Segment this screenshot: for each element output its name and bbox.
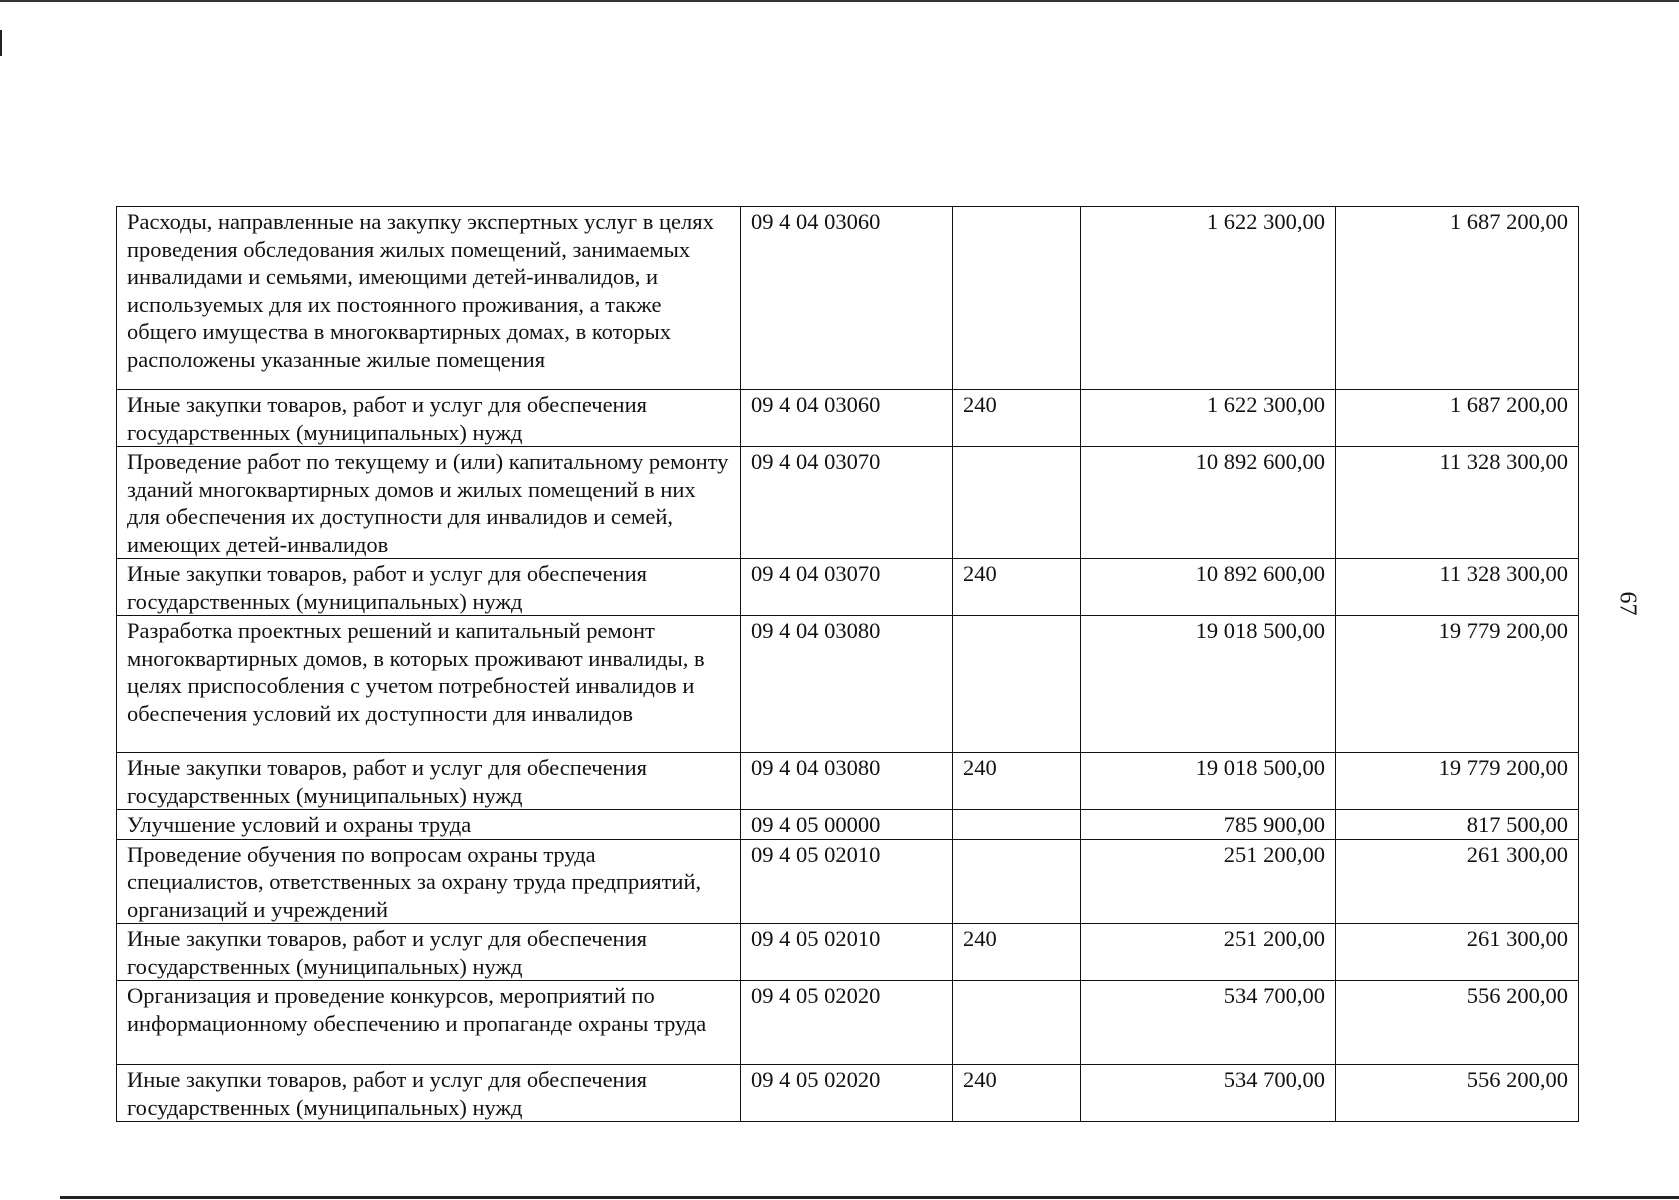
table-row	[117, 447, 1579, 559]
row-expense-type	[953, 616, 1081, 753]
row-amount-year1: 10 892 600,00	[1081, 447, 1336, 559]
row-code: 09 4 04 03070	[741, 447, 953, 559]
table-row	[117, 753, 1579, 810]
row-name: Проведение работ по текущему и (или) капитальному ремонту зданий многоквартирных домов и жилых помещений в них для обеспечения их доступности для инвалидов и семей, имеющих детей-инвалидов	[117, 447, 741, 559]
row-amount-year2: 1 687 200,00	[1336, 207, 1579, 390]
row-code: 09 4 05 02020	[741, 1065, 953, 1122]
row-expense-type	[953, 207, 1081, 390]
row-name: Иные закупки товаров, работ и услуг для обеспечения государственных (муниципальных) нужд	[117, 559, 741, 616]
table-row	[117, 1065, 1579, 1122]
row-amount-year1: 534 700,00	[1081, 1065, 1336, 1122]
row-code: 09 4 04 03070	[741, 559, 953, 616]
table-row	[117, 981, 1579, 1065]
page-number: 67	[1614, 591, 1641, 616]
row-expense-type: 240	[953, 1065, 1081, 1122]
row-code: 09 4 05 02020	[741, 981, 953, 1065]
row-name: Расходы, направленные на закупку экспертных услуг в целях проведения обследования жилых помещений, занимаемых инвалидами и семьями, имеющими детей-инвалидов, и используемых для их постоянного проживания, а также общего имущества в многоквартирных домах, в которых расположены указанные жилые помещения	[117, 207, 741, 390]
row-code: 09 4 05 02010	[741, 924, 953, 981]
row-code: 09 4 04 03060	[741, 207, 953, 390]
row-amount-year2: 1 687 200,00	[1336, 390, 1579, 447]
row-expense-type: 240	[953, 559, 1081, 616]
row-expense-type	[953, 447, 1081, 559]
row-amount-year2: 11 328 300,00	[1336, 447, 1579, 559]
budget-table	[116, 206, 1579, 1122]
table-row	[117, 924, 1579, 981]
scan-edge-bottom	[60, 1196, 1679, 1199]
row-name: Организация и проведение конкурсов, мероприятий по информационному обеспечению и пропаганде охраны труда	[117, 981, 741, 1065]
scan-edge-left	[0, 30, 2, 56]
row-amount-year1: 1 622 300,00	[1081, 390, 1336, 447]
row-expense-type: 240	[953, 753, 1081, 810]
row-amount-year2: 817 500,00	[1336, 810, 1579, 840]
row-amount-year1: 534 700,00	[1081, 981, 1336, 1065]
row-amount-year1: 19 018 500,00	[1081, 753, 1336, 810]
row-expense-type	[953, 981, 1081, 1065]
row-amount-year2: 19 779 200,00	[1336, 616, 1579, 753]
table-row	[117, 810, 1579, 840]
row-code: 09 4 04 03060	[741, 390, 953, 447]
row-amount-year2: 261 300,00	[1336, 839, 1579, 924]
row-code: 09 4 05 00000	[741, 810, 953, 840]
row-name: Иные закупки товаров, работ и услуг для обеспечения государственных (муниципальных) нужд	[117, 390, 741, 447]
row-amount-year1: 251 200,00	[1081, 924, 1336, 981]
row-amount-year2: 11 328 300,00	[1336, 559, 1579, 616]
table-row	[117, 839, 1579, 924]
row-amount-year1: 251 200,00	[1081, 839, 1336, 924]
table-row	[117, 559, 1579, 616]
row-amount-year2: 19 779 200,00	[1336, 753, 1579, 810]
row-expense-type	[953, 810, 1081, 840]
row-code: 09 4 04 03080	[741, 753, 953, 810]
row-name: Иные закупки товаров, работ и услуг для обеспечения государственных (муниципальных) нужд	[117, 924, 741, 981]
row-code: 09 4 05 02010	[741, 839, 953, 924]
row-name: Разработка проектных решений и капитальный ремонт многоквартирных домов, в которых проживают инвалиды, в целях приспособления с учетом потребностей инвалидов и обеспечения условий их доступности для инвалидов	[117, 616, 741, 753]
row-expense-type: 240	[953, 924, 1081, 981]
row-expense-type	[953, 839, 1081, 924]
row-code: 09 4 04 03080	[741, 616, 953, 753]
row-amount-year2: 556 200,00	[1336, 1065, 1579, 1122]
row-name: Иные закупки товаров, работ и услуг для обеспечения государственных (муниципальных) нужд	[117, 753, 741, 810]
table-row	[117, 207, 1579, 390]
table-row	[117, 616, 1579, 753]
row-amount-year1: 1 622 300,00	[1081, 207, 1336, 390]
row-name: Иные закупки товаров, работ и услуг для обеспечения государственных (муниципальных) нужд	[117, 1065, 741, 1122]
row-amount-year2: 261 300,00	[1336, 924, 1579, 981]
row-amount-year1: 785 900,00	[1081, 810, 1336, 840]
row-amount-year1: 10 892 600,00	[1081, 559, 1336, 616]
row-name: Улучшение условий и охраны труда	[117, 810, 741, 840]
row-amount-year2: 556 200,00	[1336, 981, 1579, 1065]
row-amount-year1: 19 018 500,00	[1081, 616, 1336, 753]
table-row	[117, 390, 1579, 447]
row-name: Проведение обучения по вопросам охраны труда специалистов, ответственных за охрану труда предприятий, организаций и учреждений	[117, 839, 741, 924]
row-expense-type: 240	[953, 390, 1081, 447]
scan-edge-top	[0, 0, 1679, 2]
